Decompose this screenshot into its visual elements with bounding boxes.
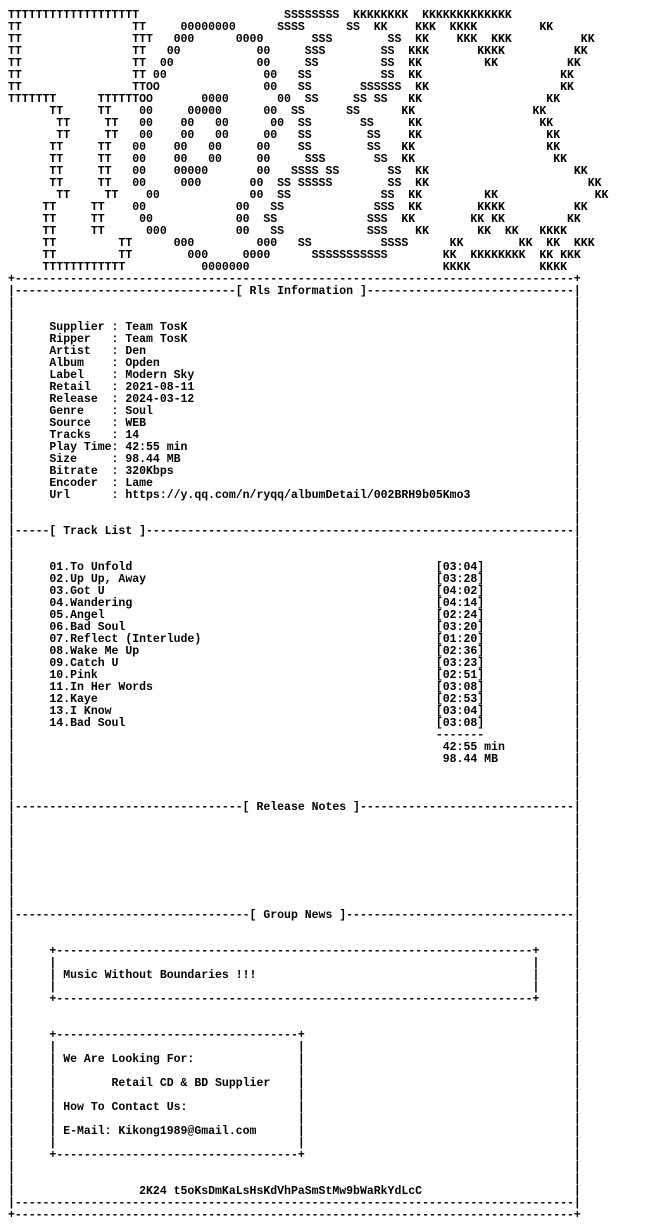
nfo-line: | | — [8, 897, 581, 910]
nfo-line: | 42:55 min | — [8, 741, 581, 754]
nfo-line: | | — [8, 873, 581, 886]
nfo-line: | | — [8, 537, 581, 550]
nfo-line: | | — [8, 777, 581, 790]
nfo-line: TT TT 00 00 00 00 SS SS KK KK — [8, 129, 561, 142]
nfo-line: | 2K24 t5oKsDmKaLsHsKdVhPaSmStMw9bWaRkYdLcC | — [8, 1185, 581, 1198]
nfo-line: | Bitrate : 320Kbps | — [8, 465, 581, 478]
nfo-line: | | | | — [8, 981, 581, 994]
nfo-line: TT TT 00 00 SS SS KK KK KK — [8, 57, 581, 70]
nfo-line: | | | | — [8, 1113, 581, 1126]
nfo-line: | +-----------------------------------+ | — [8, 1149, 581, 1162]
nfo-line: | | — [8, 849, 581, 862]
nfo-line: TT TT 00 00 SS SS KK KK KK — [8, 189, 609, 202]
nfo-line: | +-----------------------------------+ | — [8, 1029, 581, 1042]
nfo-line: | | Music Without Boundaries !!! | | — [8, 969, 581, 982]
nfo-line: | | | | — [8, 1137, 581, 1150]
nfo-line: | 06.Bad Soul [03:20] | — [8, 621, 581, 634]
nfo-line: TT TT 00000000 SSSS SS KK KKK KKKK KK — [8, 21, 554, 34]
nfo-line: | | — [8, 861, 581, 874]
nfo-line: TT TT 00 00 SSS SS KKK KKKK KK — [8, 45, 588, 58]
nfo-line: | | — [8, 549, 581, 562]
nfo-line: | Play Time: 42:55 min | — [8, 441, 581, 454]
nfo-line: | ------- | — [8, 729, 581, 742]
nfo-line: | 03.Got U [04:02] | — [8, 585, 581, 598]
nfo-line: |----------------------------------[ Group News ]---------------------------------| — [8, 909, 581, 922]
nfo-line: | +---------------------------------------------------------------------+ | — [8, 945, 581, 958]
nfo-line: TT TT 00 00 00 00 SSS SS KK KK — [8, 153, 567, 166]
nfo-line: | Url : https://y.qq.com/n/ryqq/albumDetail/002BRH9b05Kmo3 | — [8, 489, 581, 502]
nfo-line: | 09.Catch U [03:23] | — [8, 657, 581, 670]
nfo-line: +---------------------------------------------------------------------------------+ — [8, 273, 581, 286]
nfo-line: |---------------------------------[ Release Notes ]-------------------------------| — [8, 801, 581, 814]
nfo-line: | | — [8, 921, 581, 934]
nfo-line: | 07.Reflect (Interlude) [01:20] | — [8, 633, 581, 646]
nfo-line: | | — [8, 1017, 581, 1030]
nfo-line: TT TT 00 00 00 00 SS SS KK KK — [8, 141, 561, 154]
nfo-line: | | — [8, 1173, 581, 1186]
nfo-line: | | — [8, 297, 581, 310]
nfo-line: TT TT 000 0000 SSSSSSSSSSS KK KKKKKKKK KK KKK — [8, 249, 581, 262]
nfo-line: TTTTTTT TTTTTTOO 0000 00 SS SS SS KK KK — [8, 93, 561, 106]
nfo-line: | 13.I Know [03:04] | — [8, 705, 581, 718]
nfo-line: | Label : Modern Sky | — [8, 369, 581, 382]
nfo-line: | Retail : 2021-08-11 | — [8, 381, 581, 394]
nfo-line: TTTTTTTTTTTT 0000000 KKKK KKKK — [8, 261, 567, 274]
nfo-line: TT TT 00 00000 00 SSSS SS SS KK KK — [8, 165, 588, 178]
nfo-line: TT TT 00 00 SS SSS KK KKKK KK — [8, 201, 588, 214]
nfo-line: TT TT 00 00000 00 SS SS KK KK — [8, 105, 547, 118]
nfo-line: TT TT 00 00 00 00 SS SS KK KK — [8, 117, 554, 130]
nfo-line: | | We Are Looking For: | | — [8, 1053, 581, 1066]
nfo-line: TT TT 00 000 00 SS SSSSS SS KK KK — [8, 177, 602, 190]
nfo-line: | Size : 98.44 MB | — [8, 453, 581, 466]
nfo-line: | Source : WEB | — [8, 417, 581, 430]
nfo-line: |---------------------------------------------------------------------------------| — [8, 1197, 581, 1210]
nfo-line: | Album : Opden | — [8, 357, 581, 370]
nfo-line: TT TTT 000 0000 SSS SS KK KKK KKK KK — [8, 33, 595, 46]
nfo-line: | Genre : Soul | — [8, 405, 581, 418]
nfo-line: | 14.Bad Soul [03:08] | — [8, 717, 581, 730]
nfo-line: | | — [8, 501, 581, 514]
nfo-line: | 10.Pink [02:51] | — [8, 669, 581, 682]
nfo-document — [8, 10, 608, 1222]
nfo-line: | Release : 2024-03-12 | — [8, 393, 581, 406]
nfo-line: | | | | — [8, 1065, 581, 1078]
nfo-line: +---------------------------------------------------------------------------------+ — [8, 1209, 581, 1222]
nfo-line: TTTTTTTTTTTTTTTTTTT SSSSSSSS KKKKKKKK KKKKKKKKKKKKK — [8, 9, 512, 22]
nfo-line: | | Retail CD & BD Supplier | | — [8, 1077, 581, 1090]
nfo-line: TT TT 000 000 SS SSSS KK KK KK KKK — [8, 237, 595, 250]
nfo-line: | 12.Kaye [02:53] | — [8, 693, 581, 706]
nfo-line: |-----[ Track List ]--------------------------------------------------------------| — [8, 525, 581, 538]
nfo-line: | Tracks : 14 | — [8, 429, 581, 442]
nfo-line: | 08.Wake Me Up [02:36] | — [8, 645, 581, 658]
nfo-line: | | — [8, 513, 581, 526]
nfo-line: | | — [8, 1161, 581, 1174]
nfo-line: | | — [8, 933, 581, 946]
nfo-line: | | — [8, 309, 581, 322]
nfo-line: | | — [8, 789, 581, 802]
nfo-line: | | — [8, 813, 581, 826]
nfo-line: | Ripper : Team TosK | — [8, 333, 581, 346]
nfo-line: | +---------------------------------------------------------------------+ | — [8, 993, 581, 1006]
nfo-line: | 01.To Unfold [03:04] | — [8, 561, 581, 574]
nfo-line: TT TT 000 00 SS SSS KK KK KK KKKK — [8, 225, 567, 238]
nfo-line: TT TT 00 00 SS SSS KK KK KK KK — [8, 213, 581, 226]
nfo-line: | | — [8, 885, 581, 898]
nfo-line: |--------------------------------[ Rls Information ]------------------------------| — [8, 285, 581, 298]
nfo-line: | | E-Mail: Kikong1989@Gmail.com | | — [8, 1125, 581, 1138]
nfo-line: | | | | — [8, 957, 581, 970]
nfo-line: | | How To Contact Us: | | — [8, 1101, 581, 1114]
nfo-line: | 04.Wandering [04:14] | — [8, 597, 581, 610]
nfo-line: | 05.Angel [02:24] | — [8, 609, 581, 622]
nfo-line: | 02.Up Up, Away [03:28] | — [8, 573, 581, 586]
nfo-line: TT TT 00 00 SS SS KK KK — [8, 69, 574, 82]
nfo-line: | Supplier : Team TosK | — [8, 321, 581, 334]
nfo-line: TT TTOO 00 SS SSSSSS KK KK — [8, 81, 574, 94]
nfo-line: | 98.44 MB | — [8, 753, 581, 766]
nfo-line: | | — [8, 1005, 581, 1018]
nfo-line: | | | | — [8, 1041, 581, 1054]
nfo-line: | | — [8, 837, 581, 850]
nfo-line: | | — [8, 765, 581, 778]
nfo-line: | Encoder : Lame | — [8, 477, 581, 490]
nfo-line: | 11.In Her Words [03:08] | — [8, 681, 581, 694]
nfo-line: | | | | — [8, 1089, 581, 1102]
nfo-line: | Artist : Den | — [8, 345, 581, 358]
nfo-line: | | — [8, 825, 581, 838]
